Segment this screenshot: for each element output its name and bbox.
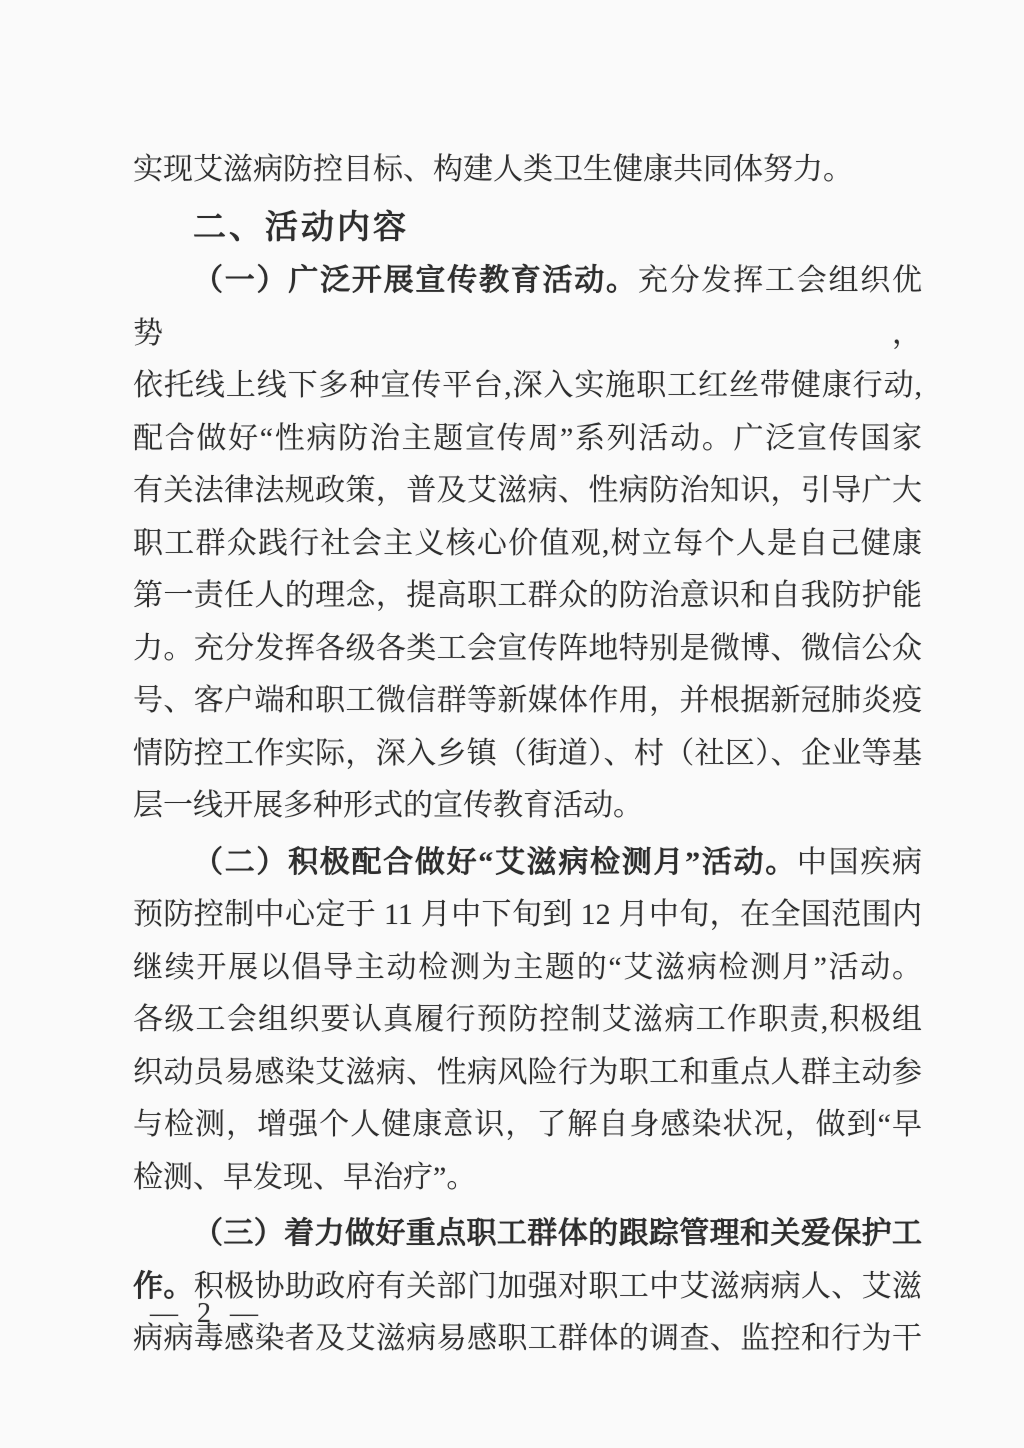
body-text: 继续开展以倡导主动检测为主题的“艾滋病检测月”活动。 (133, 950, 922, 984)
text-line (133, 942, 922, 995)
paragraph-lead: （一）广泛开展宣传教育活动。 (193, 264, 638, 297)
body-text: 病病毒感染者及艾滋病易感职工群体的调查、监控和行为干 (133, 1322, 922, 1355)
text-line (133, 728, 922, 781)
paragraph-lead: （二）积极配合做好“艾滋病检测月”活动。 (193, 845, 797, 879)
text-line (133, 1208, 922, 1261)
text-line (133, 144, 922, 197)
text-line (133, 780, 922, 833)
body-text: 充分发挥工会组织优势， (133, 264, 923, 350)
text-line (133, 994, 922, 1047)
body-text: 与检测，增强个人健康意识，了解自身感染状况，做到“早 (133, 1108, 922, 1141)
body-text: 预防控制中心定于 11 月中下旬到 12 月中旬，在全国范围内 (133, 898, 922, 931)
text-line (133, 675, 922, 728)
text-line (133, 1047, 922, 1100)
body-text: 层一线开展多种形式的宣传教育活动。 (133, 789, 643, 822)
text-line (133, 623, 922, 676)
text-line (133, 465, 922, 518)
body-text: 第一责任人的理念，提高职工群众的防治意识和自我防护能 (133, 579, 922, 612)
text-line (133, 518, 922, 571)
body-text: 实现艾滋病防控目标、构建人类卫生健康共同体努力。 (133, 153, 853, 186)
text-line (133, 360, 922, 413)
text-line (133, 1152, 922, 1205)
body-text: 依托线上线下多种宣传平台,深入实施职工红丝带健康行动, (133, 369, 922, 402)
text-line (133, 889, 922, 942)
page-number: — 2 — (150, 1298, 264, 1329)
body-text: 号、客户端和职工微信群等新媒体作用，并根据新冠肺炎疫 (133, 684, 922, 717)
text-line (133, 1099, 922, 1152)
body-text: 情防控工作实际，深入乡镇（街道）、村（社区）、企业等基 (133, 736, 922, 770)
body-text: 织动员易感染艾滋病、性病风险行为职工和重点人群主动参 (133, 1055, 922, 1089)
document-content (133, 144, 922, 1366)
body-text: 有关法律法规政策，普及艾滋病、性病防治知识，引导广大 (133, 474, 922, 507)
body-text: 中国疾病 (796, 845, 923, 879)
text-line (133, 255, 922, 360)
body-text: 积极协助政府有关部门加强对职工中艾滋病病人、艾滋 (193, 1269, 923, 1303)
body-text: 职工群众践行社会主义核心价值观,树立每个人是自己健康 (133, 526, 922, 560)
body-text: 配合做好“性病防治主题宣传周”系列活动。广泛宣传国家 (133, 421, 922, 455)
body-text: 力。充分发挥各级各类工会宣传阵地特别是微博、微信公众 (133, 631, 922, 665)
body-text: 各级工会组织要认真履行预防控制艾滋病工作职责,积极组 (133, 1003, 922, 1036)
paragraph-lead: 作。 (133, 1269, 194, 1303)
text-line (133, 201, 922, 256)
text-line (133, 837, 922, 890)
text-line (133, 413, 922, 466)
text-line (133, 570, 922, 623)
body-text: 检测、早发现、早治疗”。 (133, 1160, 477, 1194)
paragraph-lead: （三）着力做好重点职工群体的跟踪管理和关爱保护工 (193, 1217, 922, 1250)
section-heading: 二、活动内容 (193, 207, 409, 245)
